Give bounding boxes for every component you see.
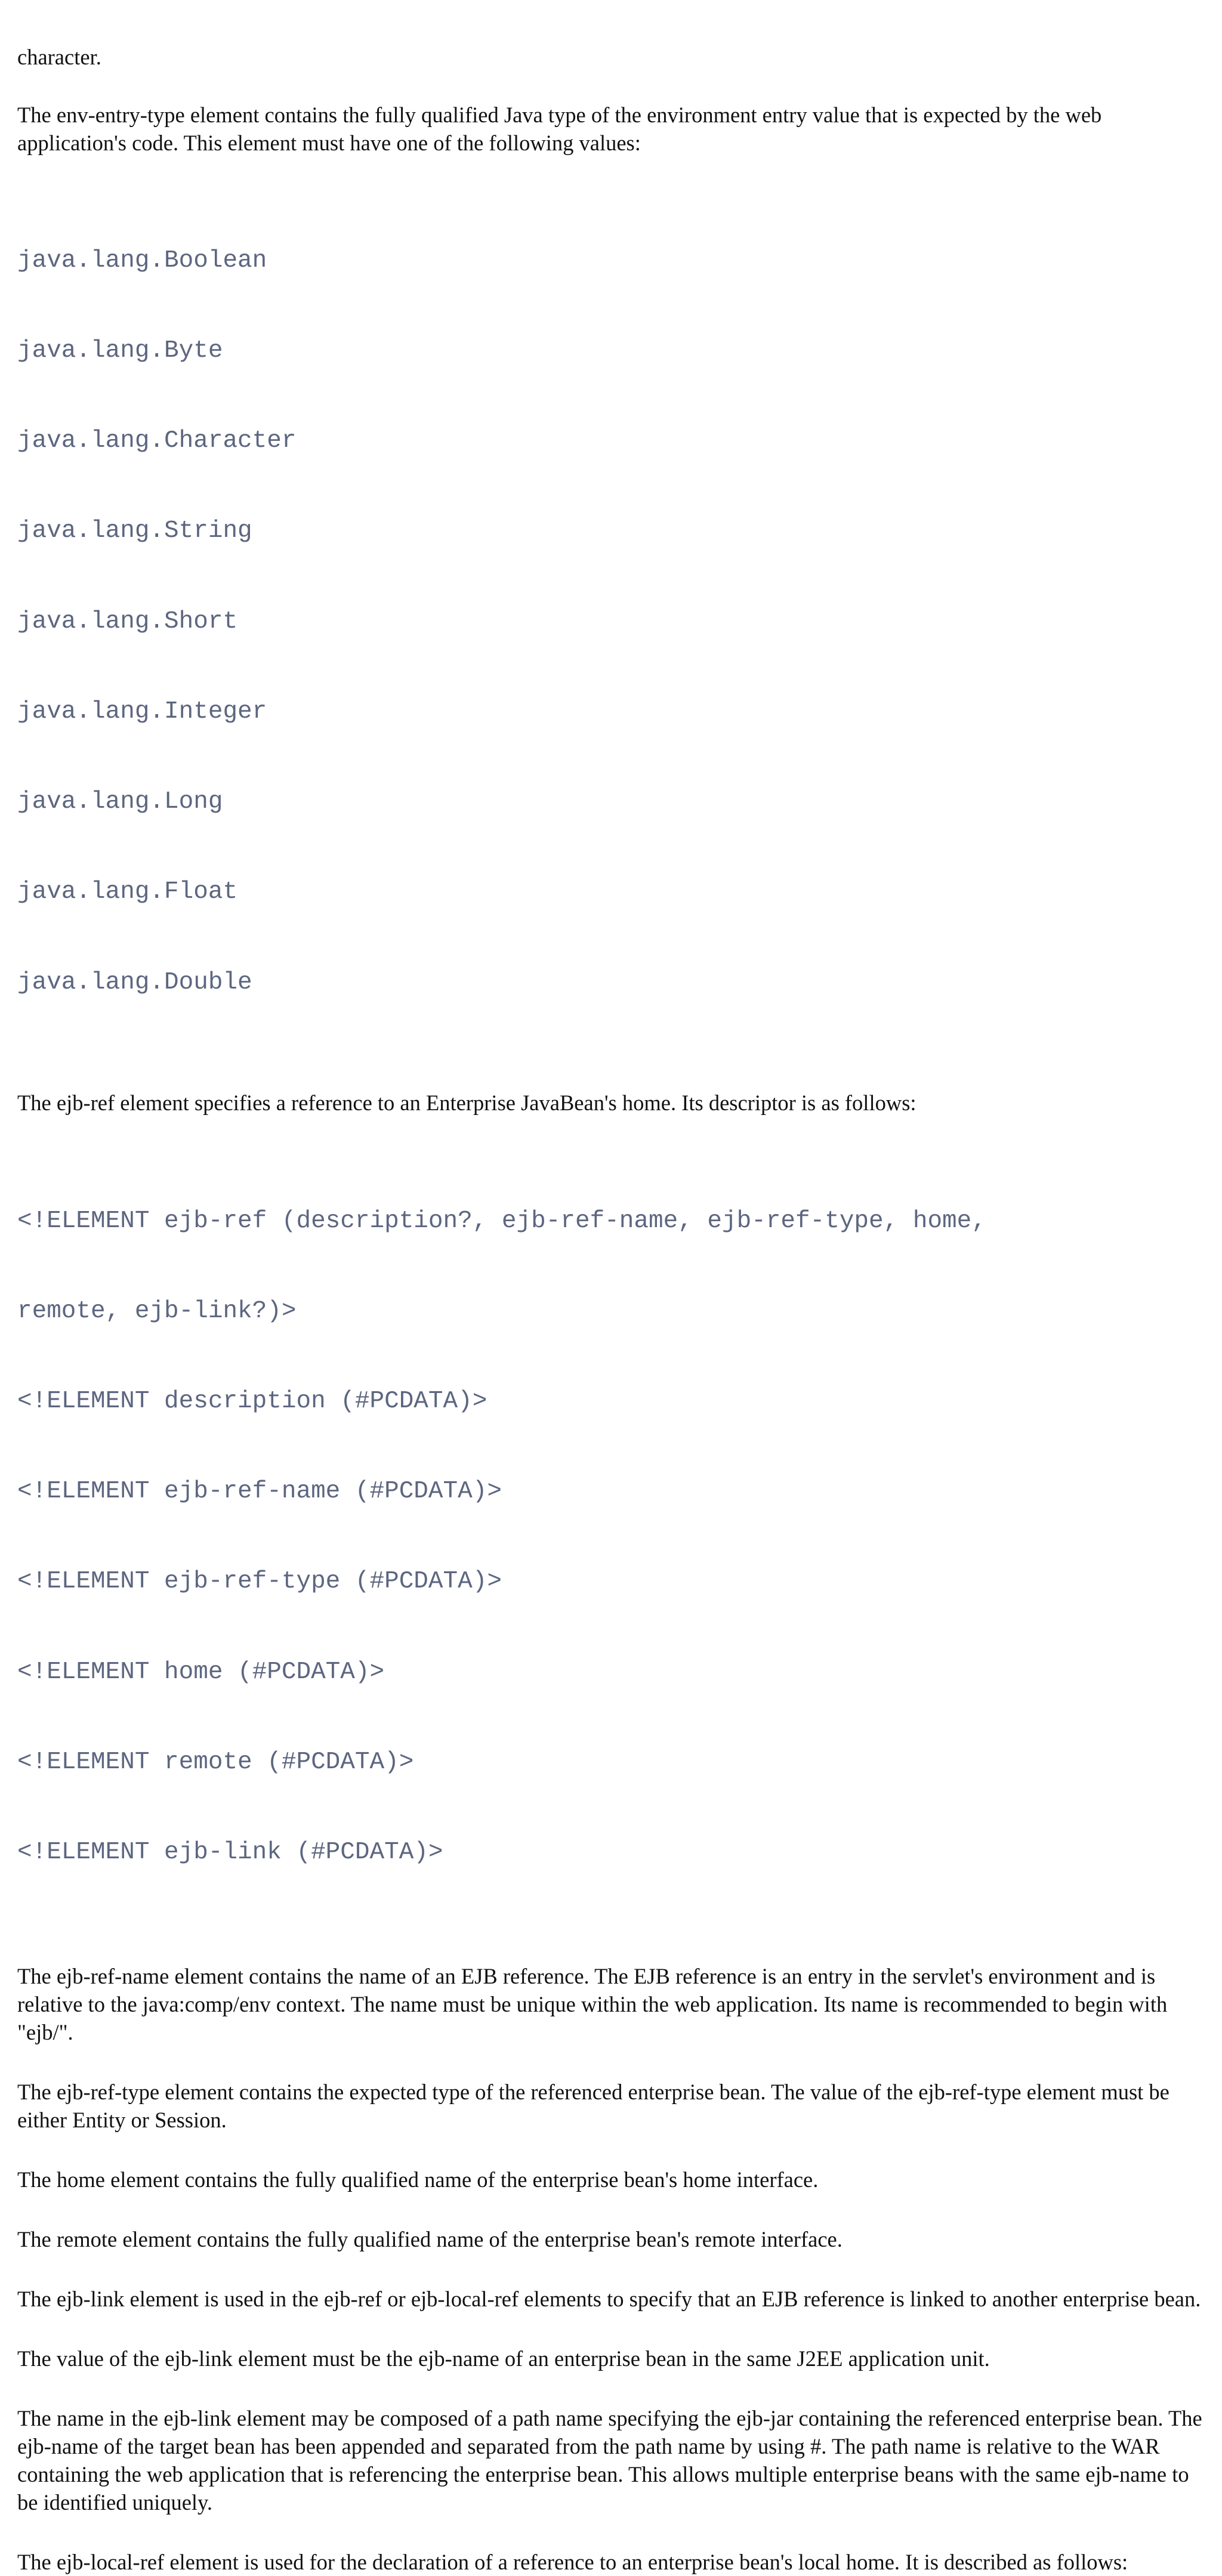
paragraph-ejb-link-value: The value of the ejb-link element must be the ejb-name of an enterprise bean in the same J2EE application unit. (17, 2346, 990, 2371)
paragraph-ejb-local-ref: The ejb-local-ref element is used for the declaration of a reference to an enterprise bean's local home. It is described as follows: (17, 2550, 1128, 2575)
paragraph-env-entry-type: The env-entry-type element contains the fully qualified Java type of the environment entry value that is expected by the web application's code. This element must have one of the following values: (17, 103, 1102, 155)
code-line: java.lang.Byte (17, 337, 223, 365)
paragraph-home: The home element contains the fully qualified name of the enterprise bean's home interface. (17, 2167, 819, 2192)
code-line: java.lang.Float (17, 878, 238, 906)
code-line: java.lang.Short (17, 607, 238, 635)
code-block-java-types (17, 186, 1205, 1058)
code-line: java.lang.Double (17, 968, 252, 996)
code-line: java.lang.Long (17, 788, 223, 816)
code-line: <!ELEMENT description (#PCDATA)> (17, 1388, 487, 1416)
code-line: remote, ejb-link?)> (17, 1297, 297, 1325)
code-line: java.lang.Character (17, 427, 297, 455)
code-line: <!ELEMENT home (#PCDATA)> (17, 1658, 385, 1686)
paragraph-ejb-ref-type: The ejb-ref-type element contains the expected type of the referenced enterprise bean. The value of the ejb-ref-type element must be either Entity or Session. (17, 2080, 1169, 2133)
paragraph-remote: The remote element contains the fully qualified name of the enterprise bean's remote interface. (17, 2227, 843, 2252)
code-line: <!ELEMENT remote (#PCDATA)> (17, 1748, 414, 1776)
paragraph-ejb-link: The ejb-link element is used in the ejb-ref or ejb-local-ref elements to specify that an EJB reference is linked to another enterprise bean. (17, 2287, 1201, 2312)
code-block-ejb-ref-dtd (17, 1146, 1205, 1928)
code-line: java.lang.Boolean (17, 246, 267, 274)
code-line: java.lang.String (17, 517, 252, 545)
code-line: <!ELEMENT ejb-ref-type (#PCDATA)> (17, 1568, 502, 1596)
code-line: <!ELEMENT ejb-ref (description?, ejb-ref-name, ejb-ref-type, home, (17, 1207, 986, 1235)
code-line: java.lang.Integer (17, 697, 267, 725)
paragraph-ejb-ref-name: The ejb-ref-name element contains the name of an EJB reference. The EJB reference is an entry in the servlet's environment and is relative to the java:comp/env context. The name must be unique within the web application. Its name is recommended to begin with "ejb/". (17, 1964, 1168, 2045)
paragraph-intro-fragment: character. (17, 45, 101, 69)
paragraph-ejb-ref: The ejb-ref element specifies a reference to an Enterprise JavaBean's home. Its descriptor is as follows: (17, 1090, 916, 1115)
code-line: <!ELEMENT ejb-link (#PCDATA)> (17, 1839, 443, 1867)
document-page (17, 43, 1205, 2576)
code-line: <!ELEMENT ejb-ref-name (#PCDATA)> (17, 1478, 502, 1506)
paragraph-ejb-link-path: The name in the ejb-link element may be composed of a path name specifying the ejb-jar containing the referenced enterprise bean. The ejb-name of the target bean has been appended and separated from the path name by using #. The path name is relative to the WAR containing the web application that is referencing the enterprise bean. This allows multiple enterprise beans with the same ejb-name to be identified uniquely. (17, 2406, 1202, 2515)
